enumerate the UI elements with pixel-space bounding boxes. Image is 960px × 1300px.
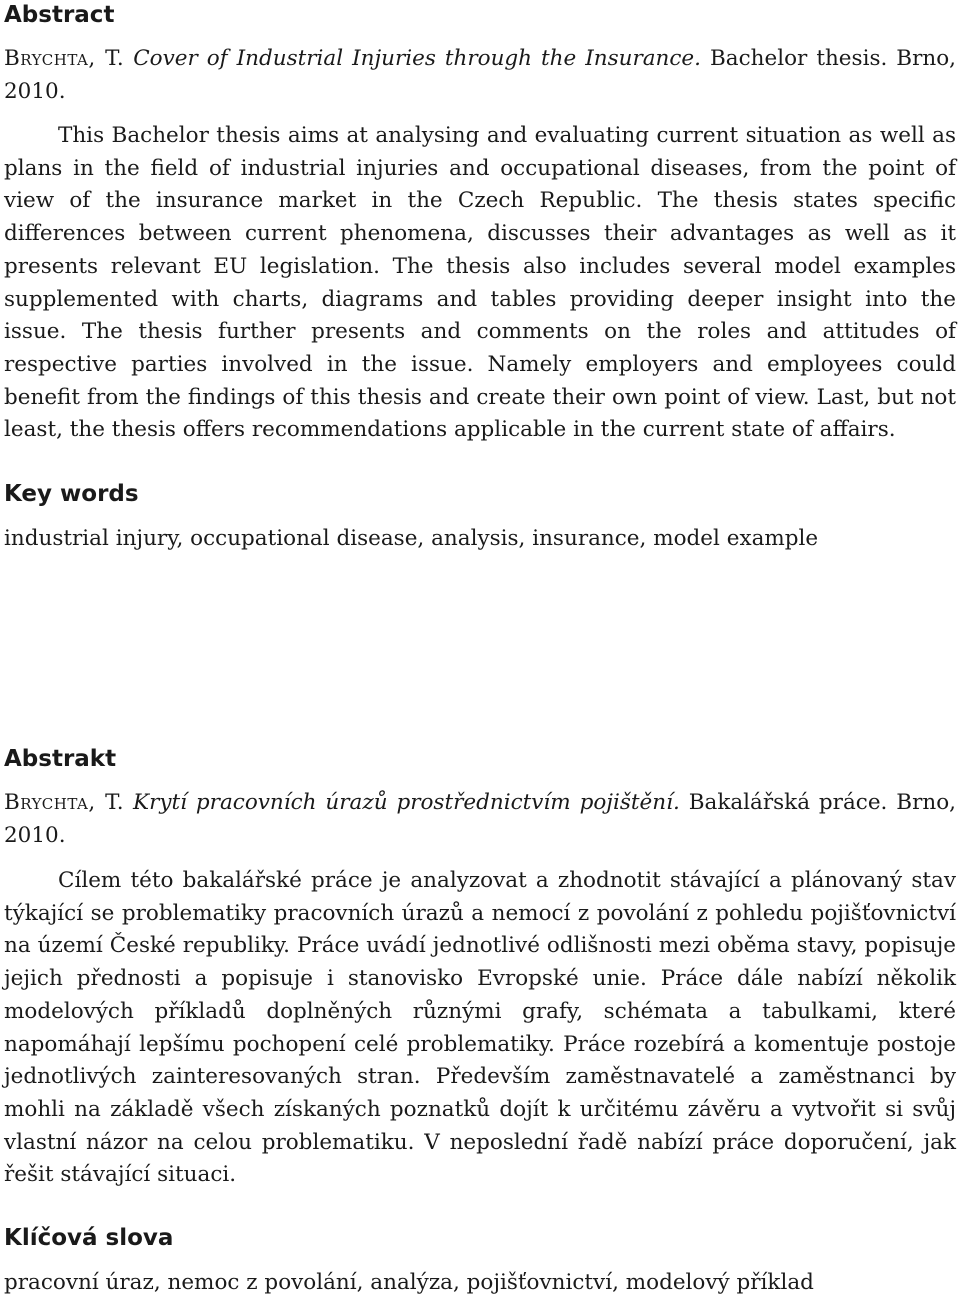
citation-czech <box>4 786 956 852</box>
citation-author-czech: Brychta, T. <box>4 790 125 815</box>
citation-details: Bachelor thesis. Brno, 2010. <box>4 46 957 104</box>
citation-title: Cover of Industrial Injuries through the Insurance. <box>133 46 701 71</box>
abstrakt-heading: Abstrakt <box>4 746 117 772</box>
citation-details-czech: Bakalářská práce. Brno, 2010. <box>4 790 956 848</box>
abstrakt-paragraph: Cílem této bakalářské práce je analyzovat a zhodnotit stávající a plánovaný stav týkající se problematiky pracovních úrazů a nemocí z povolání z pohledu pojišťovnictví na území České republiky. Práce uvádí jednotlivé odlišnosti mezi oběma stavy, popisuje jejich přednosti a popisuje i stanovisko Evropské unie. Práce dále nabízí několik modelových příkladů doplněných různými grafy, schémata a tabulkami, které napomáhají lepšímu pochopení celé problematiky. Práce rozebírá a komentuje postoje jednotlivých zainteresovaných stran. Především zaměstnavatelé a zaměstnanci by mohli na základě všech získaných poznatků dojít k určitému závěru a vytvořit si svůj vlastní názor na celou problematiku. V neposlední řadě nabízí práce doporučení, jak řešit stávající situaci. <box>4 868 956 1188</box>
keywords-heading: Key words <box>4 481 139 507</box>
abstract-paragraph: This Bachelor thesis aims at analysing and evaluating current situation as well as plans in the field of industrial injuries and occupational diseases, from the point of view of the insurance market in the Czech Republic. The thesis states specific differences between current phenomena, discusses their advantages as well as it presents relevant EU legislation. The thesis also includes several model examples supplemented with charts, diagrams and tables providing deeper insight into the issue. The thesis further presents and comments on the roles and attitudes of respective parties involved in the issue. Namely employers and employees could benefit from the findings of this thesis and create their own point of view. Last, but not least, the thesis offers recommendations applicable in the current state of affairs. <box>4 123 956 443</box>
klicova-slova-list: pracovní úraz, nemoc z povolání, analýza, pojišťovnictví, modelový příklad <box>4 1270 814 1295</box>
abstract-heading: Abstract <box>4 2 115 28</box>
citation-title-czech: Krytí pracovních úrazů prostřednictvím pojištění. <box>133 790 680 815</box>
citation <box>4 42 956 108</box>
citation-author: Brychta, T. <box>4 46 125 71</box>
klicova-slova-heading: Klíčová slova <box>4 1225 174 1251</box>
keywords-list: industrial injury, occupational disease, analysis, insurance, model example <box>4 526 819 551</box>
